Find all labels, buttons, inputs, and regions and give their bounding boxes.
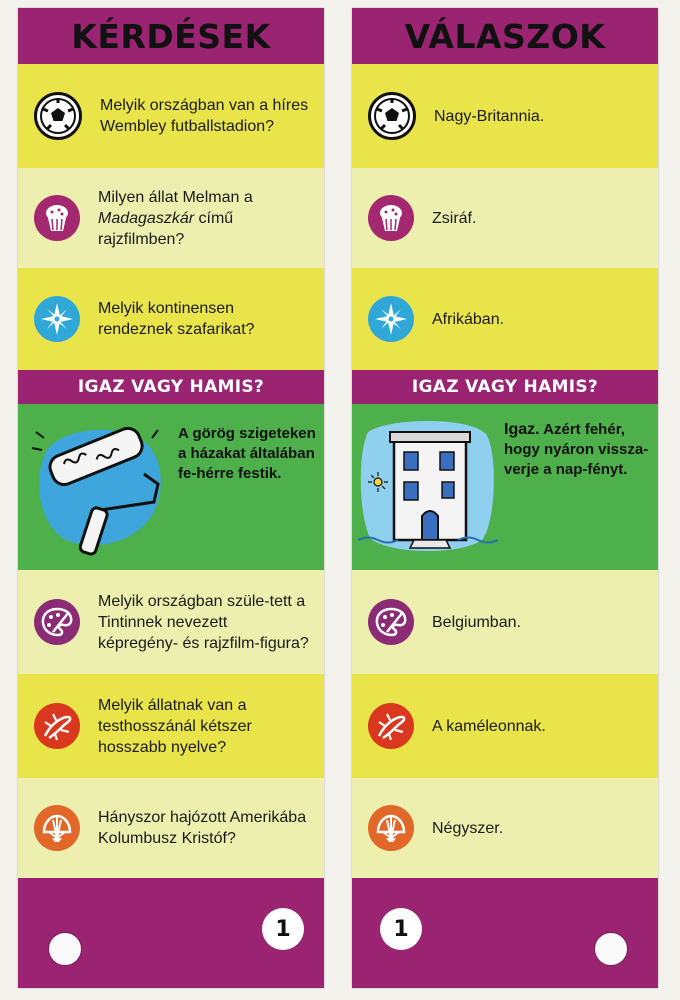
true-false-band — [352, 370, 658, 404]
answer-row-1 — [352, 64, 658, 168]
shell-icon — [368, 805, 414, 851]
punch-hole — [48, 932, 82, 966]
questions-card — [18, 8, 324, 988]
answer-text-3: Afrikában. — [432, 310, 505, 328]
question-row-6 — [18, 778, 324, 878]
true-false-answer — [352, 404, 658, 570]
soccer-ball-icon — [34, 92, 82, 140]
lizard-icon — [368, 703, 414, 749]
question-row-1 — [18, 64, 324, 168]
card-number-badge: 1 — [262, 908, 304, 950]
question-text-6: Hányszor hajózott Amerikába Kolumbusz Kristóf? — [98, 809, 307, 847]
punch-hole — [594, 932, 628, 966]
question-text-5: Melyik állatnak van a testhosszánál kétszer hosszabb nyelve? — [98, 696, 252, 756]
true-false-label: IGAZ VAGY HAMIS? — [411, 377, 599, 397]
palette-icon — [34, 599, 80, 645]
compass-star-icon — [368, 296, 414, 342]
cupcake-icon — [34, 195, 80, 241]
answer-row-4 — [352, 570, 658, 674]
question-text-2: Milyen állat Melman a Madagaszkár című rajzfilmben? — [98, 188, 253, 248]
answers-header — [352, 8, 658, 64]
soccer-ball-icon — [368, 92, 416, 140]
card-number-badge: 1 — [380, 908, 422, 950]
lizard-icon — [34, 703, 80, 749]
answer-text-2: Zsiráf. — [432, 209, 477, 227]
answer-row-5 — [352, 674, 658, 778]
white-house-illustration — [358, 412, 498, 562]
question-text-1: Melyik országban van a híres Wembley futballstadion? — [100, 97, 309, 135]
true-false-band — [18, 370, 324, 404]
questions-header — [18, 8, 324, 64]
question-text-4: Melyik országban szüle-tett a Tintinnek nevezett képregény- és rajzfilm-figura? — [98, 592, 309, 652]
answer-text-5: A kaméleonnak. — [432, 717, 546, 735]
answers-card — [352, 8, 658, 988]
answers-footer — [352, 878, 658, 988]
true-false-question-text: A görög szigeteken a házakat általában fe-hérre festik. — [178, 425, 316, 482]
true-false-answer-text: Igaz. Azért fehér, hogy nyáron vissza-verje a nap-fényt. — [504, 421, 649, 478]
question-row-3 — [18, 268, 324, 370]
question-row-5 — [18, 674, 324, 778]
cupcake-icon — [368, 195, 414, 241]
answer-verdict: Igaz. — [504, 421, 540, 438]
question-text-3: Melyik kontinensen rendeznek szafarikat? — [98, 300, 255, 338]
compass-star-icon — [34, 296, 80, 342]
true-false-question — [18, 404, 324, 570]
answer-text-4: Belgiumban. — [432, 613, 521, 631]
answers-title: VÁLASZOK — [404, 16, 606, 56]
questions-footer — [18, 878, 324, 988]
answer-text-6: Négyszer. — [432, 819, 504, 837]
answer-row-2 — [352, 168, 658, 268]
question-row-4 — [18, 570, 324, 674]
answer-row-3 — [352, 268, 658, 370]
question-row-2 — [18, 168, 324, 268]
shell-icon — [34, 805, 80, 851]
answer-row-6 — [352, 778, 658, 878]
true-false-label: IGAZ VAGY HAMIS? — [77, 377, 265, 397]
answer-text-1: Nagy-Britannia. — [434, 107, 545, 125]
paint-roller-illustration — [26, 412, 176, 562]
questions-title: KÉRDÉSEK — [71, 16, 271, 56]
palette-icon — [368, 599, 414, 645]
